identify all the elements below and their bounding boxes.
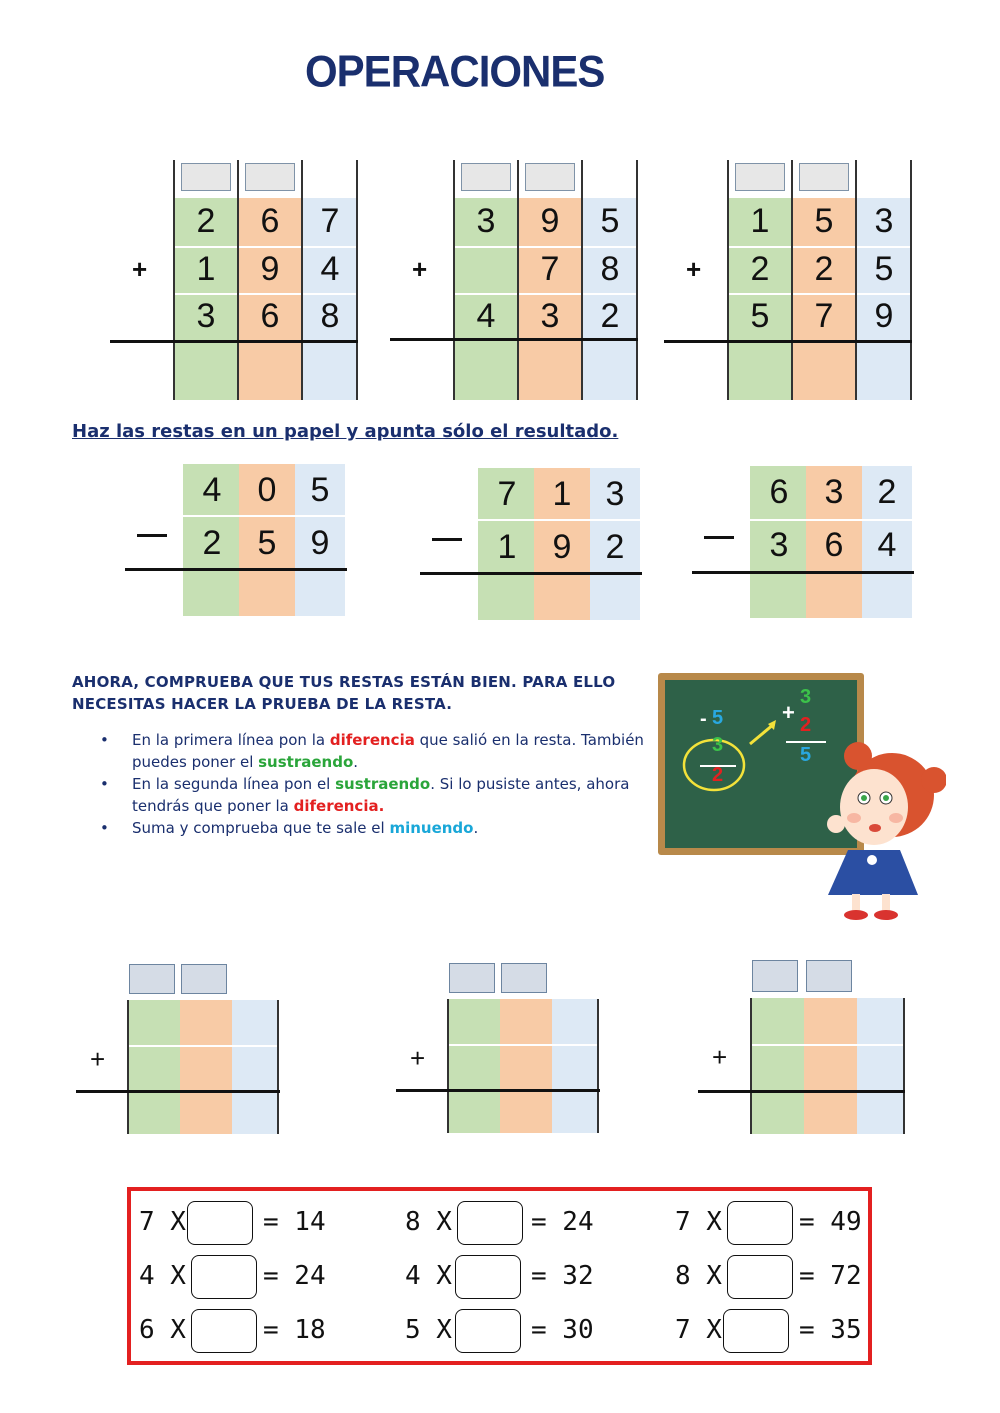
- digit: 7: [540, 250, 560, 288]
- mult-factor: 7 X: [139, 1207, 186, 1237]
- digit: 2: [202, 524, 222, 562]
- addition-3: [664, 160, 914, 402]
- mult-answer-input[interactable]: [455, 1309, 521, 1353]
- minus-sign: [137, 534, 167, 537]
- digit: 7: [497, 475, 517, 513]
- mult-factor: 8 X: [405, 1207, 452, 1237]
- digit: 2: [814, 250, 834, 288]
- mult-result: = 35: [799, 1315, 862, 1345]
- mult-factor: 5 X: [405, 1315, 452, 1345]
- mult-factor: 7 X: [675, 1207, 722, 1237]
- digit: 5: [750, 297, 770, 335]
- carry-box[interactable]: [181, 964, 227, 994]
- digit: 3: [476, 202, 496, 240]
- mult-answer-input[interactable]: [191, 1309, 257, 1353]
- subtraction-1: [125, 464, 350, 619]
- mult-answer-input[interactable]: [457, 1201, 523, 1245]
- digit: 4: [202, 471, 222, 509]
- digit: 4: [320, 250, 340, 288]
- digit: 9: [540, 202, 560, 240]
- digit: 9: [310, 524, 330, 562]
- mult-answer-input[interactable]: [723, 1309, 789, 1353]
- board-left-bot: 2: [712, 764, 724, 786]
- page-title: OPERACIONES: [305, 46, 605, 97]
- carry-box[interactable]: [525, 163, 575, 191]
- carry-box[interactable]: [799, 163, 849, 191]
- answer-cell[interactable]: [751, 1093, 904, 1134]
- answer-cell[interactable]: [128, 1001, 278, 1044]
- board-right-top: 3: [800, 686, 812, 708]
- answer-cell[interactable]: [751, 1046, 904, 1088]
- subtraction-3: [692, 466, 917, 621]
- plus-sign: +: [412, 254, 428, 284]
- answer-cell[interactable]: [128, 1093, 278, 1134]
- digit: 3: [824, 473, 844, 511]
- answer-cell[interactable]: [174, 343, 356, 400]
- board-left-mid: 3: [712, 734, 724, 756]
- mult-factor: 8 X: [675, 1261, 722, 1291]
- board-right-mid: 2: [800, 714, 812, 736]
- multiplication-box: [127, 1187, 872, 1365]
- digit: 5: [814, 202, 834, 240]
- proof-addition-1: [76, 964, 282, 1136]
- minus-sign: [704, 536, 734, 539]
- plus-sign: +: [686, 254, 702, 284]
- digit: 3: [196, 297, 216, 335]
- answer-cell[interactable]: [728, 343, 910, 400]
- digit: 3: [540, 297, 560, 335]
- answer-cell[interactable]: [128, 1047, 278, 1089]
- answer-cell[interactable]: [448, 1092, 598, 1133]
- digit: 9: [874, 297, 894, 335]
- carry-box[interactable]: [449, 963, 495, 993]
- minus-sign: [432, 538, 462, 541]
- answer-cell[interactable]: [750, 574, 912, 618]
- mult-answer-input[interactable]: [187, 1201, 253, 1245]
- digit: 1: [750, 202, 770, 240]
- digit: 2: [196, 202, 216, 240]
- digit: 5: [874, 250, 894, 288]
- digit: 2: [877, 473, 897, 511]
- digit: 9: [552, 528, 572, 566]
- proof-addition-3: [698, 960, 908, 1136]
- digit: 0: [257, 471, 277, 509]
- digit: 4: [476, 297, 496, 335]
- digit: 5: [257, 524, 277, 562]
- mult-result: = 14: [263, 1207, 326, 1237]
- list-item: • Suma y comprueba que te sale el minuendo.: [100, 817, 645, 839]
- addition-1: [110, 160, 360, 402]
- answer-cell[interactable]: [478, 575, 640, 620]
- board-left-minus: -: [700, 708, 707, 730]
- instruction-list: [100, 729, 645, 839]
- plus-sign: +: [90, 1044, 106, 1074]
- digit: 6: [769, 473, 789, 511]
- mult-answer-input[interactable]: [727, 1201, 793, 1245]
- digit: 3: [769, 526, 789, 564]
- carry-box[interactable]: [461, 163, 511, 191]
- carry-box[interactable]: [806, 960, 852, 992]
- digit: 7: [814, 297, 834, 335]
- digit: 7: [320, 202, 340, 240]
- digit: 1: [552, 475, 572, 513]
- board-right-bot: 5: [800, 744, 812, 766]
- mult-factor: 4 X: [405, 1261, 452, 1291]
- digit: 6: [824, 526, 844, 564]
- answer-cell[interactable]: [751, 999, 904, 1043]
- mult-result: = 49: [799, 1207, 862, 1237]
- digit: 4: [877, 526, 897, 564]
- plus-sign: +: [132, 254, 148, 284]
- addition-2: [390, 160, 640, 402]
- digit: 1: [497, 528, 517, 566]
- chalkboard-illustration: [656, 670, 946, 932]
- answer-cell[interactable]: [454, 341, 636, 400]
- digit: 2: [750, 250, 770, 288]
- carry-box[interactable]: [735, 163, 785, 191]
- digit: 5: [310, 471, 330, 509]
- digit: 3: [874, 202, 894, 240]
- digit: 2: [600, 297, 620, 335]
- digit: 1: [196, 250, 216, 288]
- mult-result: = 72: [799, 1261, 862, 1291]
- mult-answer-input[interactable]: [455, 1255, 521, 1299]
- board-right-plus: +: [782, 700, 795, 725]
- carry-box[interactable]: [129, 964, 175, 994]
- carry-box[interactable]: [752, 960, 798, 992]
- list-item: • En la primera línea pon la diferencia que salió en la resta. También puedes poner el sustraendo.: [100, 729, 645, 773]
- plus-sign: +: [410, 1043, 426, 1073]
- digit: 3: [605, 475, 625, 513]
- mult-result: = 24: [531, 1207, 594, 1237]
- carry-box[interactable]: [501, 963, 547, 993]
- digit: 5: [600, 202, 620, 240]
- digit: 9: [260, 250, 280, 288]
- mult-result: = 24: [263, 1261, 326, 1291]
- mult-result: = 30: [531, 1315, 594, 1345]
- digit: 8: [320, 297, 340, 335]
- answer-cell[interactable]: [183, 571, 345, 616]
- mult-factor: 7 X: [675, 1315, 722, 1345]
- digit: 6: [260, 297, 280, 335]
- proof-addition-2: [396, 963, 602, 1135]
- mult-factor: 6 X: [139, 1315, 186, 1345]
- mult-answer-input[interactable]: [727, 1255, 793, 1299]
- digit: 6: [260, 202, 280, 240]
- mult-result: = 32: [531, 1261, 594, 1291]
- list-item: • En la segunda línea pon el sustraendo. Si lo pusiste antes, ahora tendrás que poner la diferencia.: [100, 773, 645, 817]
- digit: 2: [605, 528, 625, 566]
- subtraction-2: [420, 468, 645, 623]
- mult-factor: 4 X: [139, 1261, 186, 1291]
- mult-answer-input[interactable]: [191, 1255, 257, 1299]
- mult-result: = 18: [263, 1315, 326, 1345]
- digit: 8: [600, 250, 620, 288]
- board-left-top: 5: [712, 707, 724, 729]
- answer-cell[interactable]: [448, 1046, 598, 1088]
- check-heading: AHORA, COMPRUEBA QUE TUS RESTAS ESTÁN BIEN. PARA ELLO NECESITAS HACER LA PRUEBA DE LA RESTA.: [72, 673, 616, 713]
- plus-sign: +: [712, 1042, 728, 1072]
- carry-box[interactable]: [181, 163, 231, 191]
- carry-box[interactable]: [245, 163, 295, 191]
- subtraction-instruction: Haz las restas en un papel y apunta sólo el resultado.: [72, 421, 619, 442]
- answer-cell[interactable]: [448, 1000, 598, 1043]
